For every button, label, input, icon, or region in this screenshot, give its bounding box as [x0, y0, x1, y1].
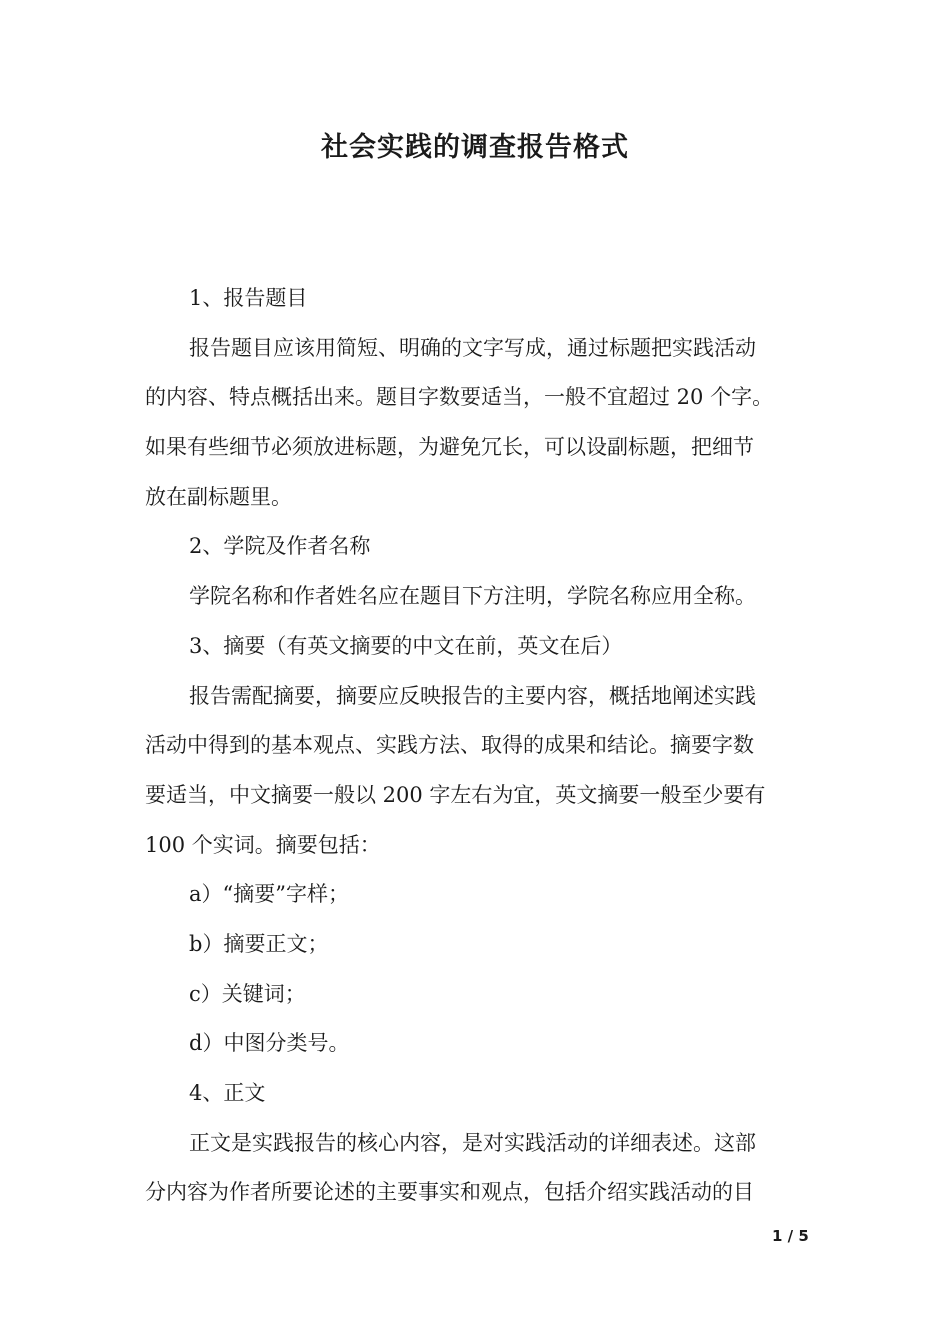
list-item: d）中图分类号。 — [189, 1031, 350, 1056]
document-body — [145, 274, 805, 1218]
paragraph-line: 放在副标题里。 — [145, 484, 292, 509]
paragraph-line: 要适当，中文摘要一般以 200 字左右为宜，英文摘要一般至少要有 — [145, 782, 766, 807]
paragraph-line: 活动中得到的基本观点、实践方法、取得的成果和结论。摘要字数 — [145, 733, 754, 758]
page-number: 1 / 5 — [772, 1227, 809, 1245]
list-item: a）“摘要”字样； — [189, 882, 349, 907]
section-heading-college-author: 2、学院及作者名称 — [189, 534, 371, 559]
paragraph-line: 如果有些细节必须放进标题，为避免冗长，可以设副标题，把细节 — [145, 435, 754, 460]
paragraph-line: 报告题目应该用简短、明确的文字写成，通过标题把实践活动 — [189, 335, 756, 360]
paragraph-line: 学院名称和作者姓名应在题目下方注明，学院名称应用全称。 — [189, 584, 756, 609]
paragraph-line: 分内容为作者所要论述的主要事实和观点，包括介绍实践活动的目 — [145, 1180, 754, 1205]
section-heading-abstract: 3、摘要（有英文摘要的中文在前，英文在后） — [189, 633, 623, 658]
document-title: 社会实践的调查报告格式 — [321, 132, 629, 163]
list-item: b）摘要正文； — [189, 931, 329, 956]
paragraph-line: 100 个实词。摘要包括： — [145, 832, 381, 857]
section-heading-report-title: 1、报告题目 — [189, 286, 308, 310]
paragraph-line: 报告需配摘要，摘要应反映报告的主要内容，概括地阐述实践 — [189, 683, 756, 708]
paragraph-line: 的内容、特点概括出来。题目字数要适当，一般不宜超过 20 个字。 — [145, 385, 774, 410]
list-item: c）关键词； — [189, 981, 306, 1006]
paragraph-line: 正文是实践报告的核心内容，是对实践活动的详细表述。这部 — [189, 1130, 756, 1155]
section-heading-main-text: 4、正文 — [189, 1081, 266, 1105]
